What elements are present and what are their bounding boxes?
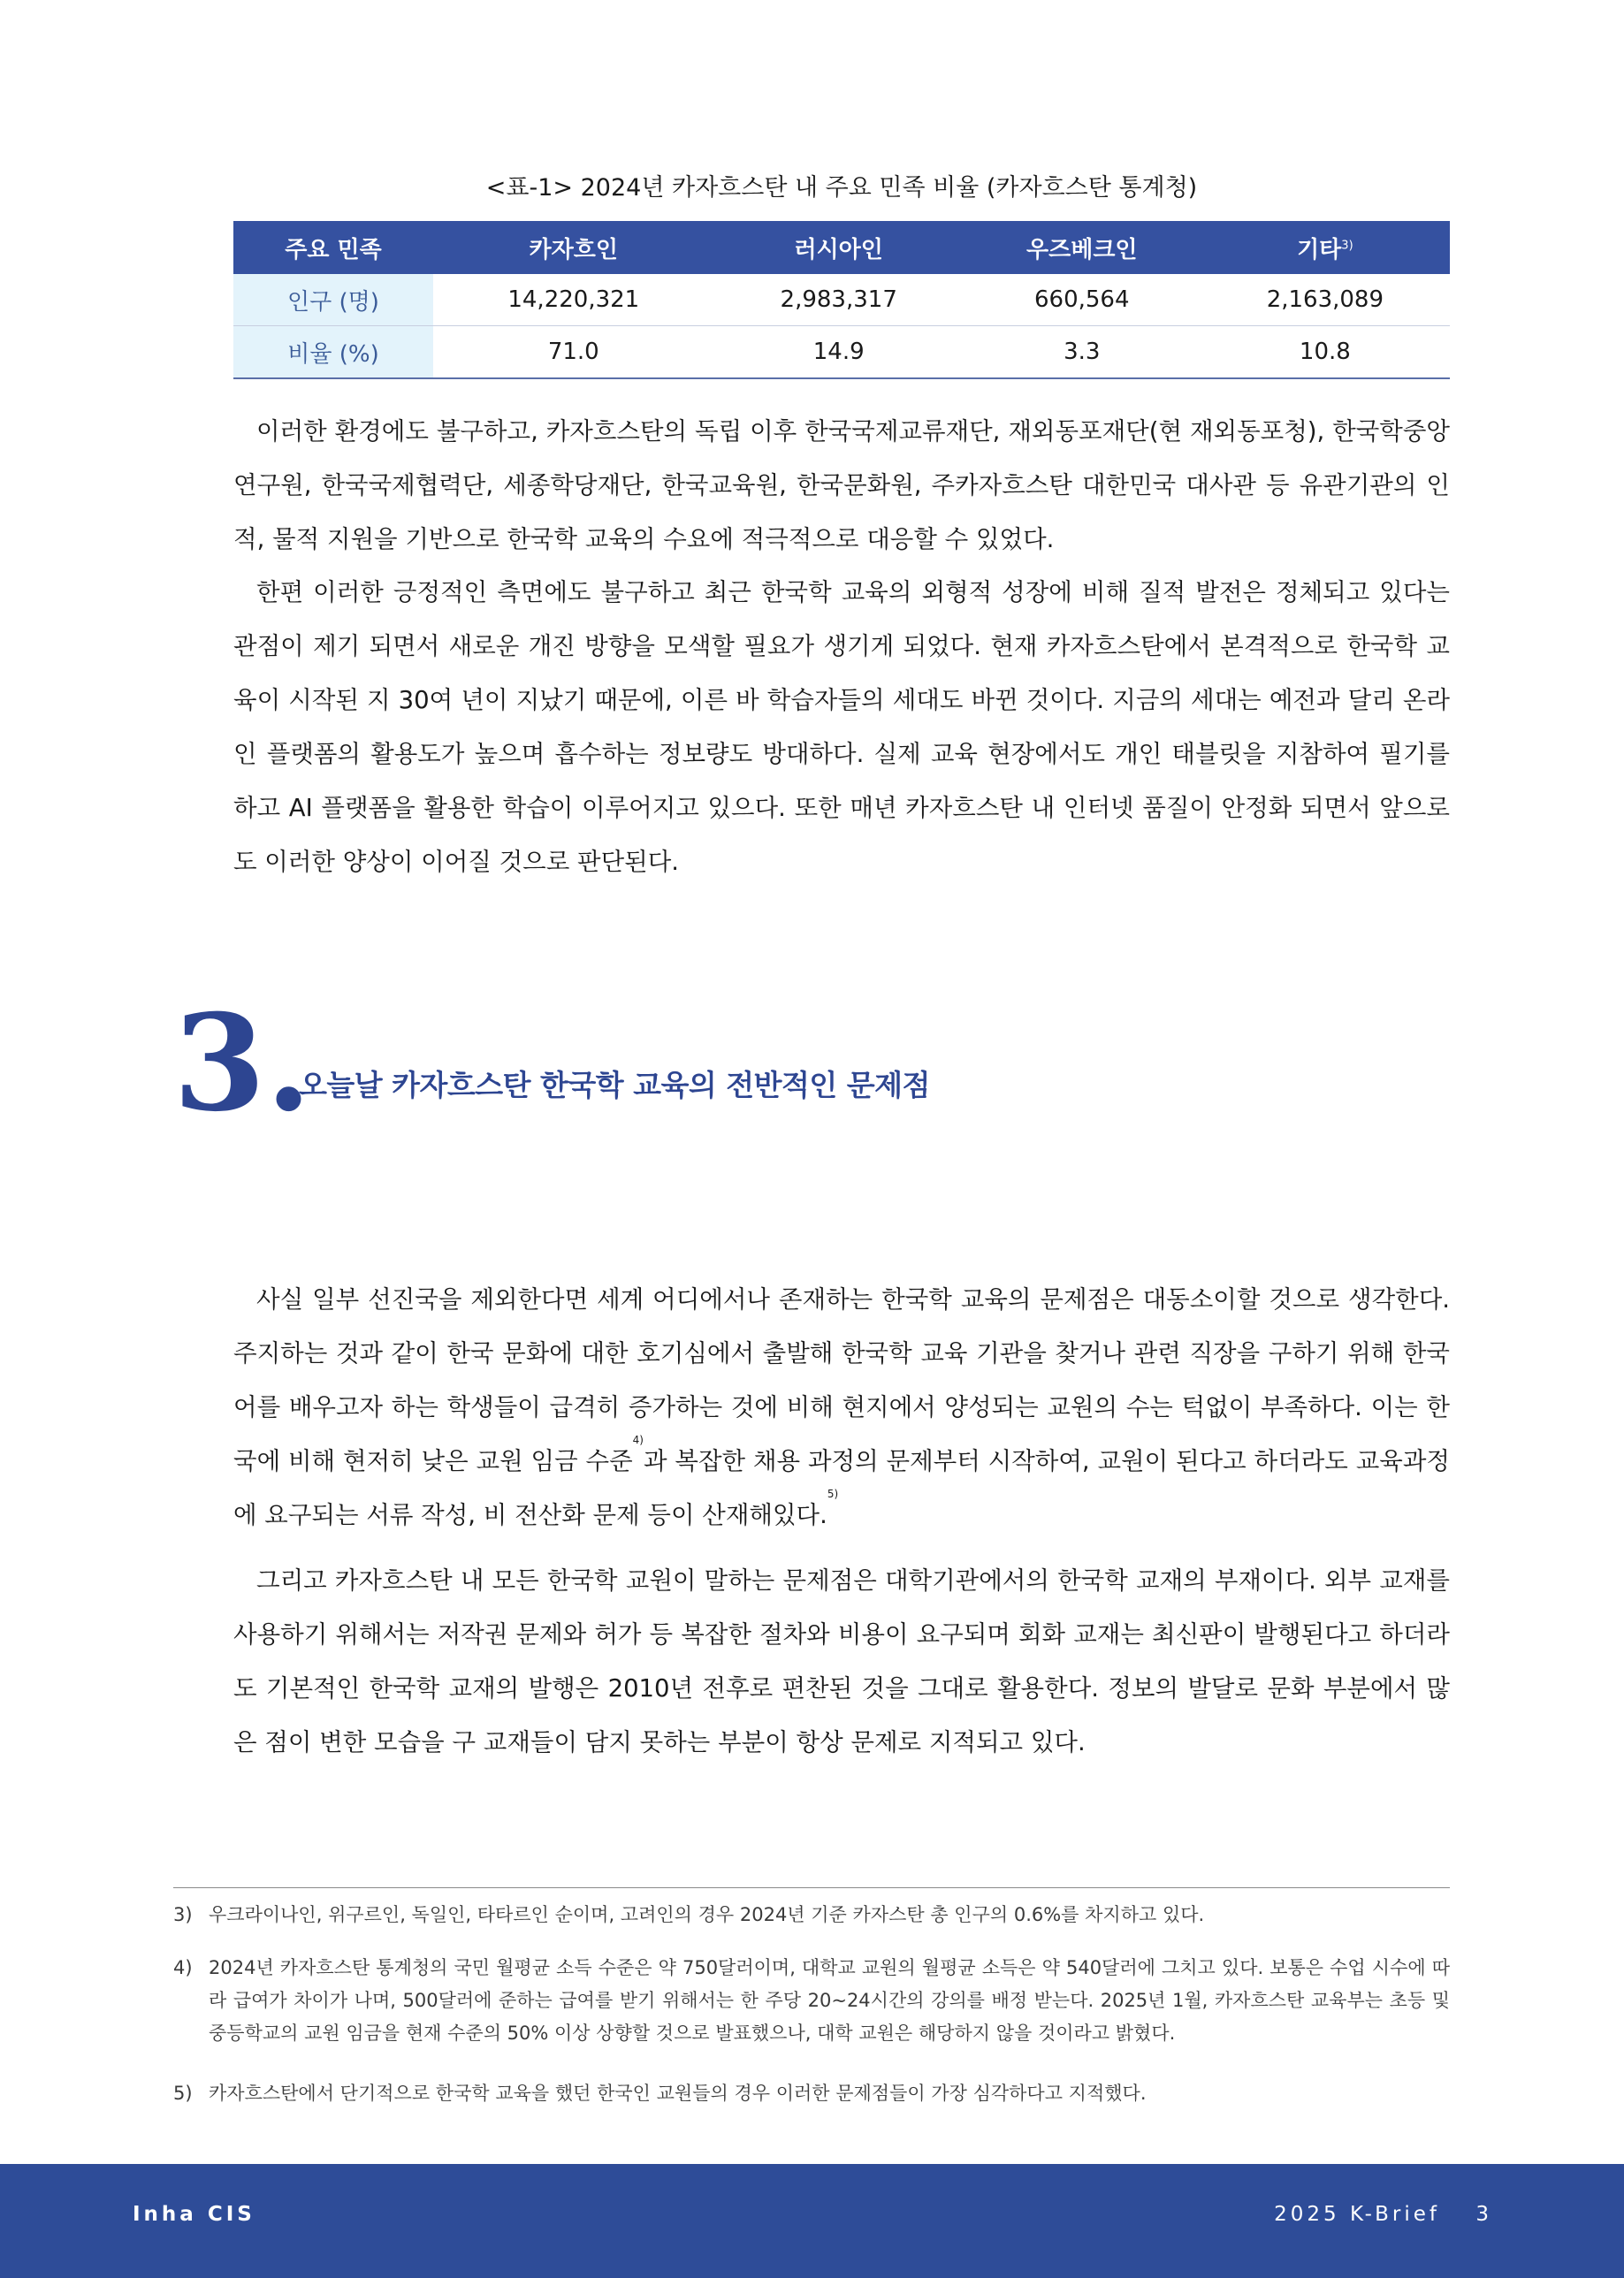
table-header-cell-other [1201, 221, 1450, 274]
table-cell: 3.3 [964, 326, 1201, 379]
table-cell: 660,564 [964, 274, 1201, 326]
table-row-population [233, 274, 1450, 326]
row-label: 인구 (명) [233, 274, 433, 326]
table-cell: 2,163,089 [1201, 274, 1450, 326]
paragraph-text: 과 복잡한 채용 과정의 문제부터 시작하여, 교원이 된다고 하더라도 교육과정에 요구되는 서류 작성, 비 전산화 문제 등이 산재해있다. [233, 1447, 1450, 1529]
table-caption: <표-1> 2024년 카자흐스탄 내 주요 민족 비율 (카자흐스탄 통계청) [485, 174, 1198, 202]
footer-brand: Inha CIS [133, 2203, 255, 2226]
footer-publication: 2025 K-Brief [1274, 2203, 1440, 2226]
table-cell: 10.8 [1201, 326, 1450, 379]
ethnic-ratio-table [233, 221, 1450, 379]
row-label: 비율 (%) [233, 326, 433, 379]
table-cell: 14.9 [714, 326, 964, 379]
footnote-number: 5) [173, 2083, 193, 2104]
footnote-ref: 4) [632, 1434, 644, 1446]
footnote-divider [173, 1887, 1450, 1888]
page-footer [0, 2164, 1624, 2278]
body-paragraph [233, 1273, 1450, 1543]
section-number: 3. [173, 986, 312, 1141]
table-header-cell: 카자흐인 [433, 221, 714, 274]
footnote [173, 2077, 1450, 2110]
body-paragraph: 이러한 환경에도 불구하고, 카자흐스탄의 독립 이후 한국국제교류재단, 재외동포재단(현 재외동포청), 한국학중앙연구원, 한국국제협력단, 세종학당재단, 한국교육원, 한국문화원, 주카자흐스탄 대한민국 대사관 등 유관기관의 인적, 물적 지원을 기반으로 한국학 교육의 수요에 적극적으로 대응할 수 있었다. [233, 417, 1450, 553]
table-header-cell: 우즈베크인 [964, 221, 1201, 274]
footnote-text: 카자흐스탄에서 단기적으로 한국학 교육을 했던 한국인 교원들의 경우 이러한 문제점들이 가장 심각하다고 지적했다. [209, 2083, 1147, 2104]
section-title: 오늘날 카자흐스탄 한국학 교육의 전반적인 문제점 [299, 1068, 930, 1102]
footnote [173, 1952, 1450, 2050]
header-other-label: 기타 [1297, 236, 1342, 263]
table-header-cell: 러시아인 [714, 221, 964, 274]
table-header-cell: 주요 민족 [233, 221, 433, 274]
table-cell: 2,983,317 [714, 274, 964, 326]
footnote-number: 3) [173, 1904, 193, 1925]
body-paragraph: 한편 이러한 긍정적인 측면에도 불구하고 최근 한국학 교육의 외형적 성장에 비해 질적 발전은 정체되고 있다는 관점이 제기 되면서 새로운 개진 방향을 모색할 필요가 생기게 되었다. 현재 카자흐스탄에서 본격적으로 한국학 교육이 시작된 지 30여 년이 지났기 때문에, 이른 바 학습자들의 세대도 바뀐 것이다. 지금의 세대는 예전과 달리 온라인 플랫폼의 활용도가 높으며 흡수하는 정보량도 방대하다. 실제 교육 현장에서도 개인 태블릿을 지참하여 필기를 하고 AI 플랫폼을 활용한 학습이 이루어지고 있으다. 또한 매년 카자흐스탄 내 인터넷 품질이 안정화 되면서 앞으로도 이러한 양상이 이어질 것으로 판단된다. [233, 578, 1450, 876]
footnote-number: 4) [173, 1957, 193, 1978]
footnote-text: 2024년 카자흐스탄 통계청의 국민 월평균 소득 수준은 약 750달러이며, 대학교 교원의 월평균 소득은 약 540달러에 그치고 있다. 보통은 수업 시수에 따라 급여가 차이가 나며, 500달러에 준하는 급여를 받기 위해서는 한 주당 20~24시간의 강의를 배정 받는다. 2025년 1월, 카자흐스탄 교육부는 초등 및 중등학교의 교원 임금을 현재 수준의 50% 이상 상향할 것으로 발표했으나, 대학 교원은 해당하지 않을 것이라고 밝혔다. [209, 1957, 1450, 2044]
paragraph-text: 사실 일부 선진국을 제외한다면 세계 어디에서나 존재하는 한국학 교육의 문제점은 대동소이할 것으로 생각한다. 주지하는 것과 같이 한국 문화에 대한 호기심에서 출발해 한국학 교육 기관을 찾거나 관련 직장을 구하기 위해 한국어를 배우고자 하는 학생들이 급격히 증가하는 것에 비해 현지에서 양성되는 교원의 수는 턱없이 부족하다. 이는 한국에 비해 현저히 낮은 교원 임금 수준 [233, 1285, 1450, 1475]
table-cell: 14,220,321 [433, 274, 714, 326]
footnote [173, 1899, 1450, 1931]
footnote-ref: 5) [827, 1488, 839, 1500]
table-row-ratio [233, 326, 1450, 379]
table-cell: 71.0 [433, 326, 714, 379]
footnote-text: 우크라이나인, 위구르인, 독일인, 타타르인 순이며, 고려인의 경우 2024년 기준 카자스탄 총 인구의 0.6%를 차지하고 있다. [209, 1904, 1205, 1925]
page-number: 3 [1475, 2203, 1489, 2226]
table-header-row [233, 221, 1450, 274]
footnote-ref: 3) [1341, 238, 1353, 252]
body-paragraph: 그리고 카자흐스탄 내 모든 한국학 교원이 말하는 문제점은 대학기관에서의 한국학 교재의 부재이다. 외부 교재를 사용하기 위해서는 저작권 문제와 허가 등 복잡한 절차와 비용이 요구되며 회화 교재는 최신판이 발행된다고 하더라도 기본적인 한국학 교재의 발행은 2010년 전후로 편찬된 것을 그대로 활용한다. 정보의 발달로 문화 부분에서 많은 점이 변한 모습을 구 교재들이 담지 못하는 부분이 항상 문제로 지적되고 있다. [233, 1566, 1450, 1756]
